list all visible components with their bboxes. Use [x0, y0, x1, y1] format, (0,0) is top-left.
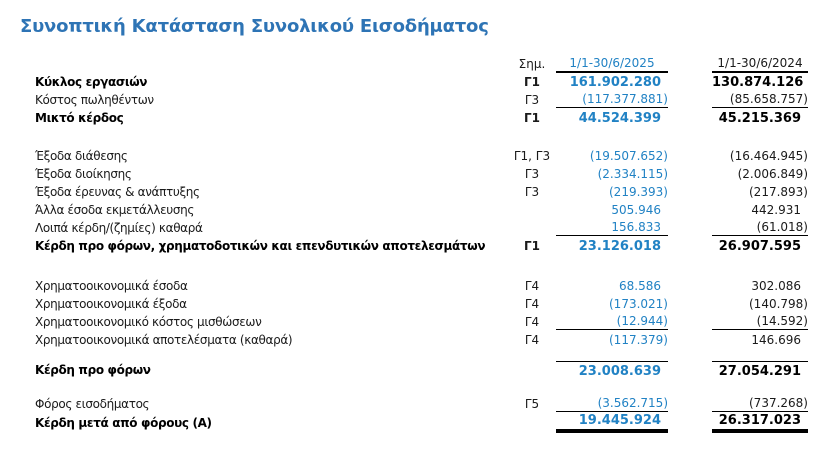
value-prior: (85.658.757)	[712, 92, 808, 108]
table-row	[0, 183, 830, 201]
header-period-current: 1/1-30/6/2025	[556, 56, 668, 73]
row-label: Φόρος εισοδήματος	[35, 396, 150, 411]
value-current: (117.379)	[609, 332, 668, 347]
row-note: Γ1	[524, 238, 540, 253]
table-row	[0, 277, 830, 295]
value-prior: 26.317.023	[712, 413, 808, 433]
table-row	[0, 413, 830, 431]
value-current: 161.902.280	[569, 74, 661, 90]
value-prior: (140.798)	[749, 296, 808, 311]
value-prior: 302.086	[751, 278, 801, 293]
row-label: Χρηματοοικονομικά έσοδα	[35, 278, 188, 293]
table-row	[0, 91, 830, 109]
table-row	[0, 313, 830, 331]
value-current: (19.507.652)	[589, 148, 668, 163]
row-note: Γ1, Γ3	[513, 148, 551, 163]
value-prior: 146.696	[751, 332, 801, 347]
table-row	[0, 73, 830, 91]
table-row	[0, 361, 830, 379]
value-prior: 27.054.291	[712, 361, 808, 379]
value-prior: (2.006.849)	[737, 166, 808, 181]
table-row	[0, 395, 830, 413]
value-current: 23.126.018	[578, 238, 661, 254]
row-label: Χρηματοοικονομικά έξοδα	[35, 296, 187, 311]
table-row	[0, 237, 830, 255]
row-note: Γ4	[524, 314, 540, 329]
value-prior: (61.018)	[712, 220, 808, 236]
row-label: Κέρδη μετά από φόρους (Α)	[35, 415, 212, 430]
row-note: Γ4	[524, 296, 540, 311]
value-current: 23.008.639	[556, 361, 668, 379]
table-row	[0, 165, 830, 183]
value-prior: (16.464.945)	[729, 148, 808, 163]
row-note: Γ4	[524, 332, 540, 347]
value-current: 68.586	[619, 278, 661, 293]
row-label: Έξοδα διοίκησης	[35, 166, 132, 181]
row-label: Έξοδα διάθεσης	[35, 148, 128, 163]
value-current: (219.393)	[609, 184, 668, 199]
value-current: 19.445.924	[556, 413, 668, 433]
value-prior: (217.893)	[749, 184, 808, 199]
value-current: 505.946	[611, 202, 661, 217]
value-prior: 442.931	[751, 202, 801, 217]
value-prior: 45.215.369	[718, 110, 801, 126]
row-label: Χρηματοοικονομικό κόστος μισθώσεων	[35, 314, 262, 329]
table-row	[0, 219, 830, 237]
section-spacer	[0, 127, 830, 147]
row-label: Κύκλος εργασιών	[35, 74, 148, 89]
value-current: (173.021)	[609, 296, 668, 311]
row-label: Λοιπά κέρδη/(ζημίες) καθαρά	[35, 220, 203, 235]
table-row	[0, 147, 830, 165]
row-note: Γ1	[524, 110, 540, 125]
row-label: Κόστος πωληθέντων	[35, 92, 154, 107]
value-prior: 26.907.595	[718, 238, 801, 254]
header-note: Σημ.	[518, 56, 546, 71]
value-prior: (14.592)	[712, 314, 808, 330]
row-label: Άλλα έσοδα εκμετάλλευσης	[35, 202, 195, 217]
value-current: 156.833	[556, 220, 668, 236]
table-header-row	[0, 55, 830, 73]
table-row	[0, 201, 830, 219]
table-row	[0, 295, 830, 313]
income-statement-table	[0, 55, 830, 431]
table-row	[0, 331, 830, 349]
row-note: Γ1	[524, 74, 540, 89]
value-current: (2.334.115)	[597, 166, 668, 181]
row-note: Γ3	[524, 166, 540, 181]
value-current: (3.562.715)	[556, 396, 668, 412]
header-period-prior: 1/1-30/6/2024	[712, 56, 808, 73]
row-note: Γ4	[524, 278, 540, 293]
page-title: Συνοπτική Κατάσταση Συνολικού Εισοδήματος	[20, 16, 489, 37]
value-current: (12.944)	[556, 314, 668, 330]
row-label: Κέρδη προ φόρων, χρηματοδοτικών και επενδυτικών αποτελεσμάτων	[35, 238, 486, 253]
row-label: Χρηματοοικονομικά αποτελέσματα (καθαρά)	[35, 332, 293, 347]
row-note: Γ5	[524, 396, 540, 411]
row-note: Γ3	[524, 184, 540, 199]
income-statement-page	[0, 16, 830, 456]
table-row	[0, 109, 830, 127]
value-prior: (737.268)	[712, 396, 808, 412]
row-note: Γ3	[524, 92, 540, 107]
value-prior: 130.874.126	[712, 74, 804, 90]
row-label: Μικτό κέρδος	[35, 110, 124, 125]
row-label: Έξοδα έρευνας & ανάπτυξης	[35, 184, 200, 199]
section-spacer	[0, 379, 830, 395]
value-current: (117.377.881)	[556, 92, 668, 108]
value-current: 44.524.399	[578, 110, 661, 126]
section-spacer	[0, 349, 830, 361]
section-spacer	[0, 255, 830, 277]
row-label: Κέρδη προ φόρων	[35, 362, 151, 377]
